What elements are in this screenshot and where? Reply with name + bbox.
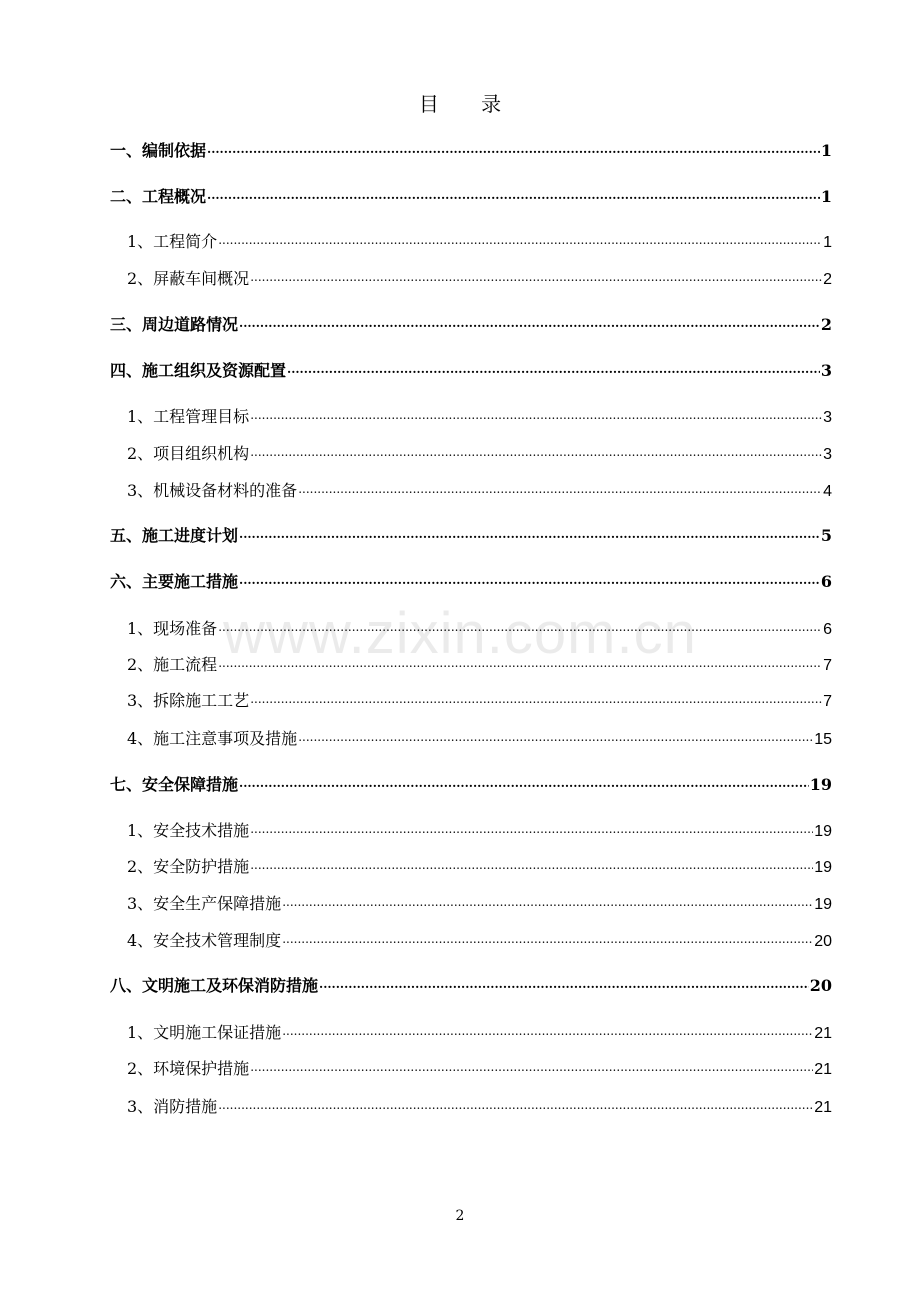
page-number: 2 bbox=[455, 1208, 465, 1224]
toc-entry[interactable] bbox=[110, 726, 832, 749]
toc-entry-label: 2、屏蔽车间概况 bbox=[127, 269, 250, 288]
toc-entry[interactable] bbox=[110, 569, 832, 592]
toc-entry-label: 2、环境保护措施 bbox=[127, 1059, 250, 1078]
toc-entry-page: 19 bbox=[814, 823, 832, 840]
toc-entry[interactable] bbox=[110, 818, 832, 841]
toc-entry-label: 1、工程简介 bbox=[127, 232, 218, 251]
toc-dot-leader bbox=[250, 854, 813, 873]
toc-entry[interactable] bbox=[110, 312, 832, 335]
toc-entry-label: 1、文明施工保证措施 bbox=[127, 1023, 282, 1042]
watermark: www.zixin.com.cn bbox=[223, 601, 697, 666]
toc-entry-page: 21 bbox=[814, 1061, 832, 1078]
toc-dot-leader bbox=[250, 818, 813, 837]
toc-entry[interactable] bbox=[110, 138, 832, 161]
toc-dot-leader bbox=[250, 1056, 813, 1075]
toc-entry-label: 三、周边道路情况 bbox=[110, 315, 239, 334]
toc-dot-leader bbox=[218, 1094, 813, 1113]
toc-dot-leader bbox=[282, 1020, 813, 1039]
toc-entry-page: 1 bbox=[820, 187, 832, 206]
toc-entry-label: 七、安全保障措施 bbox=[110, 775, 239, 794]
toc-entry-label: 1、现场准备 bbox=[127, 619, 218, 638]
toc-entry-page: 7 bbox=[823, 657, 832, 674]
toc-entry-label: 3、消防措施 bbox=[127, 1097, 218, 1116]
toc-dot-leader bbox=[218, 652, 822, 671]
toc-entry[interactable] bbox=[110, 854, 832, 877]
toc-entry-label: 4、施工注意事项及措施 bbox=[127, 729, 298, 748]
toc-entry-label: 3、机械设备材料的准备 bbox=[127, 481, 298, 500]
toc-entry-page: 6 bbox=[823, 621, 832, 638]
toc-entry[interactable] bbox=[110, 404, 832, 427]
toc-entry-page: 21 bbox=[814, 1025, 832, 1042]
toc-entry-label: 3、安全生产保障措施 bbox=[127, 894, 282, 913]
toc-entry-page: 2 bbox=[820, 315, 832, 334]
toc-entry[interactable] bbox=[110, 652, 832, 675]
toc-dot-leader bbox=[218, 229, 822, 248]
toc-entry[interactable] bbox=[110, 928, 832, 951]
toc-entry-label: 1、工程管理目标 bbox=[127, 407, 250, 426]
toc-entry-label: 五、施工进度计划 bbox=[110, 526, 239, 545]
toc-dot-leader bbox=[250, 441, 822, 460]
toc-entry-page: 19 bbox=[814, 859, 832, 876]
toc-entry-label: 4、安全技术管理制度 bbox=[127, 931, 282, 950]
toc-entry-page: 3 bbox=[820, 361, 832, 380]
toc-entry-page: 1 bbox=[820, 141, 832, 160]
toc-entry-page: 19 bbox=[814, 896, 832, 913]
toc-entry-label: 1、安全技术措施 bbox=[127, 821, 250, 840]
toc-entry-label: 2、施工流程 bbox=[127, 655, 218, 674]
toc-entry-page: 5 bbox=[820, 526, 832, 545]
toc-entry-page: 4 bbox=[823, 483, 832, 500]
toc-entry-label: 2、项目组织机构 bbox=[127, 444, 250, 463]
toc-dot-leader bbox=[218, 616, 822, 635]
toc-dot-leader bbox=[207, 184, 820, 203]
toc-entry[interactable] bbox=[110, 688, 832, 711]
toc-entry[interactable] bbox=[110, 441, 832, 464]
toc-dot-leader bbox=[239, 569, 820, 588]
toc-dot-leader bbox=[319, 973, 809, 992]
toc-entry[interactable] bbox=[110, 229, 832, 252]
toc-dot-leader bbox=[239, 772, 809, 791]
toc-entry-page: 7 bbox=[823, 693, 832, 710]
toc-entry[interactable] bbox=[110, 772, 832, 795]
toc-dot-leader bbox=[207, 138, 820, 157]
toc-entry-label: 二、工程概况 bbox=[110, 187, 207, 206]
toc-entry[interactable] bbox=[110, 973, 832, 996]
toc-dot-leader bbox=[239, 523, 820, 542]
toc-entry-label: 八、文明施工及环保消防措施 bbox=[110, 976, 319, 995]
toc-dot-leader bbox=[282, 891, 813, 910]
toc-entry-page: 15 bbox=[814, 731, 832, 748]
toc-dot-leader bbox=[298, 478, 822, 497]
toc-entry[interactable] bbox=[110, 358, 832, 381]
toc-entry[interactable] bbox=[110, 1056, 832, 1079]
toc-entry-label: 2、安全防护措施 bbox=[127, 857, 250, 876]
toc-entry-page: 2 bbox=[823, 271, 832, 288]
toc-entry[interactable] bbox=[110, 184, 832, 207]
toc-entry-page: 3 bbox=[823, 446, 832, 463]
toc-entry[interactable] bbox=[110, 891, 832, 914]
toc-entry-page: 3 bbox=[823, 409, 832, 426]
page-title: 目 录 bbox=[418, 92, 520, 116]
toc-entry[interactable] bbox=[110, 266, 832, 289]
toc-entry-label: 3、拆除施工工艺 bbox=[127, 691, 250, 710]
toc-dot-leader bbox=[250, 688, 822, 707]
toc-entry-page: 20 bbox=[809, 976, 832, 995]
toc-dot-leader bbox=[287, 358, 820, 377]
toc-dot-leader bbox=[298, 726, 813, 745]
toc-entry[interactable] bbox=[110, 523, 832, 546]
toc-entry[interactable] bbox=[110, 616, 832, 639]
toc-dot-leader bbox=[282, 928, 813, 947]
toc-dot-leader bbox=[239, 312, 820, 331]
toc-entry-page: 6 bbox=[820, 572, 832, 591]
toc-entry-page: 20 bbox=[814, 933, 832, 950]
toc-entry-page: 19 bbox=[809, 775, 832, 794]
toc-entry[interactable] bbox=[110, 1020, 832, 1043]
toc-entry-label: 一、编制依据 bbox=[110, 141, 207, 160]
toc-entry-label: 四、施工组织及资源配置 bbox=[110, 361, 287, 380]
toc-entry-label: 六、主要施工措施 bbox=[110, 572, 239, 591]
toc-dot-leader bbox=[250, 266, 822, 285]
toc-dot-leader bbox=[250, 404, 822, 423]
toc-entry[interactable] bbox=[110, 1094, 832, 1117]
toc-entry-page: 21 bbox=[814, 1099, 832, 1116]
toc-entry-page: 1 bbox=[823, 234, 832, 251]
toc-entry[interactable] bbox=[110, 478, 832, 501]
